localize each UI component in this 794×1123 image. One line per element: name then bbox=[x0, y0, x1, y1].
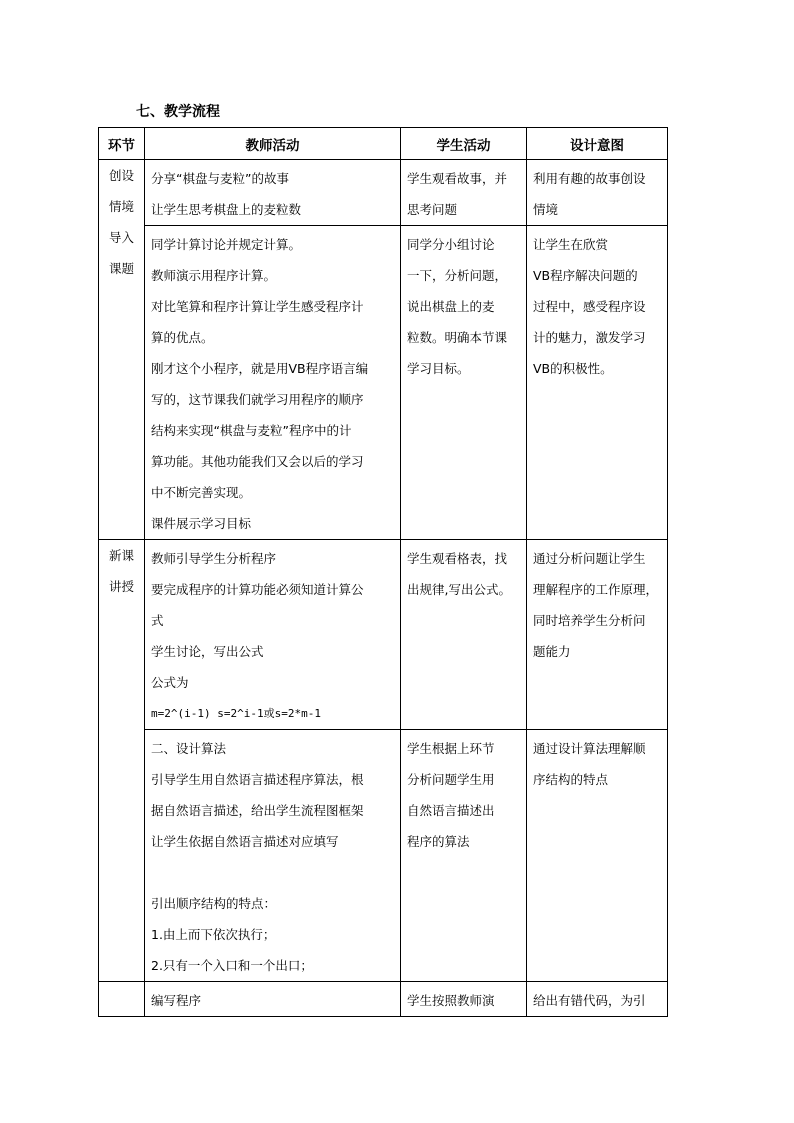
teacher-text-line: 对比笔算和程序计算让学生感受程序计 bbox=[151, 299, 364, 314]
teacher-activity-cell bbox=[145, 540, 401, 730]
table-row bbox=[99, 982, 668, 1017]
stage-name-line: 导入 bbox=[108, 230, 134, 245]
teacher-text-line: 算功能。其他功能我们又会以后的学习 bbox=[151, 454, 364, 469]
student-activity-cell bbox=[401, 226, 527, 540]
intent-text-line: 通过设计算法理解顺 bbox=[533, 741, 646, 756]
student-text-line: 学生按照教师演 bbox=[407, 993, 495, 1008]
student-text-line: 学生观看格表，找 bbox=[407, 551, 508, 566]
intent-activity-cell bbox=[527, 540, 668, 730]
section-title: 七、教学流程 bbox=[136, 104, 220, 120]
stage-name-line: 情境 bbox=[108, 199, 134, 214]
stage-name-line: 讲授 bbox=[108, 579, 134, 594]
teacher-text-line: m=2^(i-1) s=2^i-1或s=2*m-1 bbox=[151, 707, 321, 720]
teacher-activity-cell bbox=[145, 982, 401, 1017]
teacher-activity-cell bbox=[145, 226, 401, 540]
student-text-line: 学生根据上环节 bbox=[407, 741, 495, 756]
teacher-text-line: 教师引导学生分析程序 bbox=[151, 551, 277, 566]
teacher-activity-cell bbox=[145, 160, 401, 226]
teacher-text-line: 引出顺序结构的特点： bbox=[151, 896, 277, 911]
student-activity-cell bbox=[401, 730, 527, 982]
teacher-text-line: 让学生思考棋盘上的麦粒数 bbox=[151, 202, 302, 217]
student-text-line: 思考问题 bbox=[407, 202, 458, 217]
student-text-line: 粒数。明确本节课 bbox=[407, 330, 508, 345]
intent-text-line: VB程序解决问题的 bbox=[533, 268, 638, 283]
table-row bbox=[99, 730, 668, 982]
teacher-text-line: 2.只有一个入口和一个出口； bbox=[151, 958, 313, 973]
teacher-text-line: 二、设计算法 bbox=[151, 741, 227, 756]
teacher-text-line: 公式为 bbox=[151, 675, 189, 690]
header-stage: 环节 bbox=[99, 128, 145, 160]
table-row bbox=[99, 226, 668, 540]
intent-text-line: 情境 bbox=[533, 202, 559, 217]
intent-activity-cell bbox=[527, 226, 668, 540]
teaching-flow-table bbox=[98, 127, 668, 1017]
stage-name-cell bbox=[99, 540, 145, 982]
table-body bbox=[99, 160, 668, 1017]
intent-text-line: 计的魅力，激发学习 bbox=[533, 330, 646, 345]
teacher-text-line: 中不断完善实现。 bbox=[151, 485, 252, 500]
student-text-line: 一下，分析问题， bbox=[407, 268, 508, 283]
intent-activity-cell bbox=[527, 160, 668, 226]
stage-name-cell bbox=[99, 982, 145, 1017]
intent-text-line: VB的积极性。 bbox=[533, 361, 613, 376]
student-text-line: 程序的算法 bbox=[407, 834, 470, 849]
student-text-line: 自然语言描述出 bbox=[407, 803, 495, 818]
teacher-text-line: 编写程序 bbox=[151, 993, 202, 1008]
teacher-text-line: 要完成程序的计算功能必须知道计算公 bbox=[151, 582, 364, 597]
teacher-text-line: 课件展示学习目标 bbox=[151, 516, 252, 531]
teacher-text-line: 1.由上而下依次执行； bbox=[151, 927, 276, 942]
student-activity-cell bbox=[401, 982, 527, 1017]
teacher-text-line: 写的，这节课我们就学习用程序的顺序 bbox=[151, 392, 364, 407]
student-activity-cell bbox=[401, 160, 527, 226]
teacher-text-line: 让学生依据自然语言描述对应填写 bbox=[151, 834, 339, 849]
header-student-activity: 学生活动 bbox=[401, 128, 527, 160]
student-text-line: 说出棋盘上的麦 bbox=[407, 299, 495, 314]
teacher-text-line: 分享“棋盘与麦粒”的故事 bbox=[151, 171, 289, 186]
teacher-text-line: 据自然语言描述，给出学生流程图框架 bbox=[151, 803, 364, 818]
intent-text-line: 序结构的特点 bbox=[533, 772, 609, 787]
intent-text-line: 题能力 bbox=[533, 644, 571, 659]
header-teacher-activity: 教师活动 bbox=[145, 128, 401, 160]
student-text-line: 分析问题学生用 bbox=[407, 772, 495, 787]
teacher-text-line: 学生讨论，写出公式 bbox=[151, 644, 264, 659]
intent-text-line: 通过分析问题让学生 bbox=[533, 551, 646, 566]
intent-text-line: 理解程序的工作原理， bbox=[533, 582, 659, 597]
student-text-line: 学习目标。 bbox=[407, 361, 470, 376]
stage-name-line: 创设 bbox=[108, 168, 134, 183]
teacher-text-line: 刚才这个小程序，就是用VB程序语言编 bbox=[151, 361, 369, 376]
table-row bbox=[99, 540, 668, 730]
student-text-line: 出规律,写出公式。 bbox=[407, 582, 511, 597]
student-activity-cell bbox=[401, 540, 527, 730]
stage-name-line: 课题 bbox=[108, 261, 134, 276]
intent-text-line: 给出有错代码，为引 bbox=[533, 993, 646, 1008]
intent-text-line: 同时培养学生分析问 bbox=[533, 613, 646, 628]
teacher-text-line: 式 bbox=[151, 613, 164, 628]
intent-activity-cell bbox=[527, 730, 668, 982]
stage-name-cell bbox=[99, 160, 145, 540]
teacher-text-line: 教师演示用程序计算。 bbox=[151, 268, 277, 283]
table-row bbox=[99, 160, 668, 226]
intent-text-line: 让学生在欣赏 bbox=[533, 237, 609, 252]
table-header-row bbox=[99, 128, 668, 160]
teacher-text-line: 引导学生用自然语言描述程序算法，根 bbox=[151, 772, 364, 787]
teacher-text-line: 同学计算讨论并规定计算。 bbox=[151, 237, 302, 252]
student-text-line: 同学分小组讨论 bbox=[407, 237, 495, 252]
stage-name-line: 新课 bbox=[108, 548, 134, 563]
header-design-intent: 设计意图 bbox=[527, 128, 668, 160]
intent-activity-cell bbox=[527, 982, 668, 1017]
intent-text-line: 过程中，感受程序设 bbox=[533, 299, 646, 314]
intent-text-line: 利用有趣的故事创设 bbox=[533, 171, 646, 186]
student-text-line: 学生观看故事，并 bbox=[407, 171, 508, 186]
teacher-text-line bbox=[151, 857, 396, 888]
teacher-text-line: 结构来实现“棋盘与麦粒”程序中的计 bbox=[151, 423, 352, 438]
teacher-activity-cell bbox=[145, 730, 401, 982]
teacher-text-line: 算的优点。 bbox=[151, 330, 214, 345]
